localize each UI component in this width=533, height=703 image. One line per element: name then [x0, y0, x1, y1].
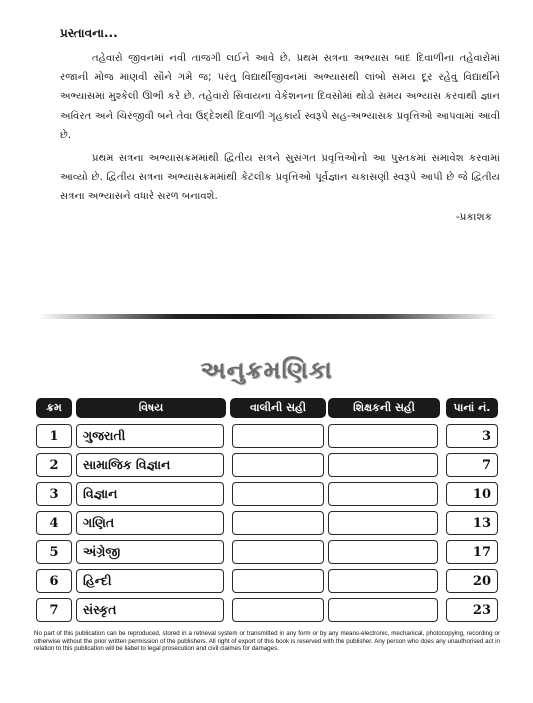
- row-page: 7: [446, 453, 498, 477]
- table-row: [36, 422, 498, 451]
- publisher-signature: -પ્રકાશક: [455, 210, 492, 223]
- index-title: અનુક્રમણિકા: [200, 356, 333, 384]
- copyright-notice: No part of this publication can be reproduced, stored in a retrieval system or transmitted in any form or by any means-electronic, mechanical, photocopying, recording or otherwise without the prior written permission of the publishers. All right of export of this book is reserved with the publisher. Any person who does any unauthorised act in relation to this publication will be liabel to legal prosecution and civil claimes for damages.: [34, 630, 500, 653]
- preface-paragraph-2: પ્રથમ સત્રના અભ્યાસક્રમમાંથી દ્વિતીય સત્રને સુસંગત પ્રવૃત્તિઓનો આ પુસ્તકમાં સમાવેશ કરવામાં આવ્યો છે. દ્વિતીય સત્રના અભ્યાસક્રમમાંથી કેટલીક પ્રવૃત્તિઓ પૂર્વજ્ઞાન ચકાસણી સ્વરૂપે આપી છે જે દ્વિતીય સત્રના અભ્યાસને વધારે સરળ બનાવશે.: [60, 153, 500, 203]
- row-num: 7: [36, 598, 72, 622]
- table-row: [36, 509, 498, 538]
- parent-sign-box[interactable]: [232, 511, 324, 535]
- row-page: 23: [446, 598, 498, 622]
- row-subject: વિજ્ઞાન: [76, 482, 224, 506]
- table-row: [36, 451, 498, 480]
- row-subject: અંગ્રેજી: [76, 540, 224, 564]
- teacher-sign-box[interactable]: [328, 482, 438, 506]
- section-divider: [38, 314, 498, 319]
- table-row: [36, 567, 498, 596]
- row-subject: હિન્દી: [76, 569, 224, 593]
- parent-sign-box[interactable]: [232, 540, 324, 564]
- row-page: 10: [446, 482, 498, 506]
- table-body: [36, 422, 498, 625]
- row-subject: ગુજરાતી: [76, 424, 224, 448]
- row-num: 5: [36, 540, 72, 564]
- parent-sign-box[interactable]: [232, 424, 324, 448]
- teacher-sign-box[interactable]: [328, 511, 438, 535]
- table-row: [36, 596, 498, 625]
- row-num: 3: [36, 482, 72, 506]
- teacher-sign-box[interactable]: [328, 424, 438, 448]
- parent-sign-box[interactable]: [232, 598, 324, 622]
- row-page: 13: [446, 511, 498, 535]
- teacher-sign-box[interactable]: [328, 453, 438, 477]
- header-page: પાનાં નં.: [446, 398, 498, 418]
- index-table: [36, 398, 498, 618]
- header-parent-sign: વાલીની સહી: [230, 398, 326, 418]
- preface-section: [60, 26, 500, 224]
- header-num: ક્રમ: [36, 398, 72, 418]
- row-subject: ગણિત: [76, 511, 224, 535]
- row-page: 20: [446, 569, 498, 593]
- parent-sign-box[interactable]: [232, 482, 324, 506]
- preface-paragraph-1: તહેવારો જીવનમાં નવી તાજગી લઈને આવે છે. પ્રથમ સત્રના અભ્યાસ બાદ દિવાળીના તહેવારોમાં રજાની મોજ માણવી સૌને ગમે જ; પરંતુ વિદ્યાર્થીજીવનમાં અભ્યાસથી લાંબો સમય દૂર રહેવું વિદ્યાર્થીને અભ્યાસમાં મુશ્કેલી ઊભી કરે છે. તહેવારો સિવાયના વેકેશનના દિવસોમાં થોડો સમય અભ્યાસ કરવાથી જ્ઞાન અવિરત અને ચિરંજીવી બને તેવા ઉદ્દેશથી દિવાળી ગૃહકાર્ય સ્વરૂપે સહ-અભ્યાસક પ્રવૃત્તિઓ આપવામાં આવી છે.: [60, 53, 500, 141]
- parent-sign-box[interactable]: [232, 453, 324, 477]
- teacher-sign-box[interactable]: [328, 598, 438, 622]
- row-page: 3: [446, 424, 498, 448]
- table-row: [36, 480, 498, 509]
- header-subject: વિષય: [76, 398, 226, 418]
- header-teacher-sign: શિક્ષકની સહી: [328, 398, 440, 418]
- table-header: [36, 398, 498, 420]
- parent-sign-box[interactable]: [232, 569, 324, 593]
- row-num: 4: [36, 511, 72, 535]
- row-subject: સંસ્કૃત: [76, 598, 224, 622]
- row-page: 17: [446, 540, 498, 564]
- row-num: 2: [36, 453, 72, 477]
- preface-title: પ્રસ્તાવના...: [60, 26, 118, 40]
- table-row: [36, 538, 498, 567]
- row-num: 1: [36, 424, 72, 448]
- teacher-sign-box[interactable]: [328, 540, 438, 564]
- row-num: 6: [36, 569, 72, 593]
- teacher-sign-box[interactable]: [328, 569, 438, 593]
- row-subject: સામાજિક વિજ્ઞાન: [76, 453, 224, 477]
